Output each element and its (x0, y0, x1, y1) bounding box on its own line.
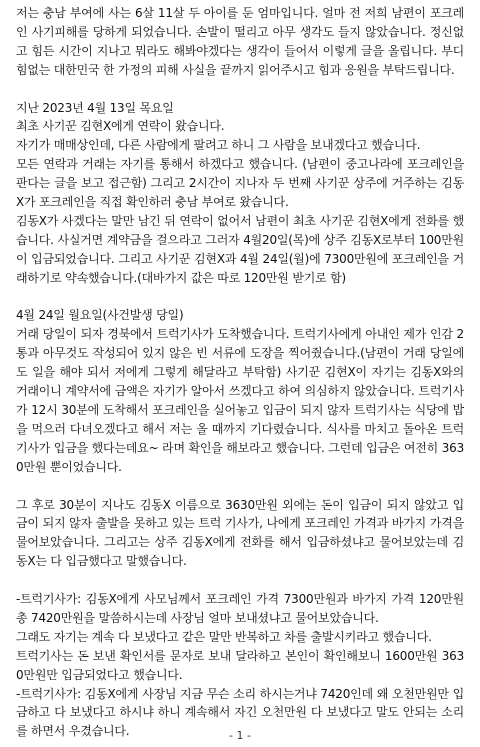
paragraph: 자기가 매매상인데, 다른 사람에게 팔려고 하니 그 사람을 보내겠다고 했습니다. (16, 138, 421, 153)
paragraph: 김동X가 사겠다는 말만 남긴 뒤 연락이 없어서 남편이 최초 사기꾼 김현X에게 전화를 했습니다. 사실거면 계약금을 걸으라고 그러자 4월20일(목)에 상주 김동X로부터 100만원이 입금되었습니다. 그리고 사기꾼 김현X과 4월 24일(월)에 7300만원에 포크레인을 거래하기로 약속했습니다.(대바가지 값은 따로 120만원 받기로 함) (16, 213, 464, 285)
paragraph: 그 후로 30분이 지나도 김동X 이름으로 3630만원 외에는 돈이 입금이 되지 않았고 입금이 되지 않자 출발을 못하고 있는 트럭 기사가, 나에게 포크레인 가격과 바가지 가격을 물어보았습니다. 그리고는 상주 김동X에게 전화를 해서 입금하셨냐고 물어보았는데 김동X는 다 입금했다고 말했습니다. (16, 497, 464, 569)
paragraph: -트럭기사가: 김동X에게 사장님 지금 무슨 소리 하시는거냐 7420인데 왜 오천만원만 입금하고 다 보냈다고 하시냐 하니 계속해서 자긴 오천만원 다 보냈다고 말도 안되는 소리를 하면서 우겼습니다. (16, 686, 464, 739)
paragraph: 최초 사기꾼 김현X에게 연락이 왔습니다. (16, 119, 225, 134)
page-number: - 1 - (229, 729, 251, 742)
blank-line (16, 80, 464, 99)
paragraph: 모든 연락과 거래는 자기를 통해서 하겠다고 했습니다. (남편이 중고나라에 포크레인을 판다는 글을 보고 접근함) 그리고 2시간이 지나자 두 번째 사기꾼 상주에 거주하는 김동X가 포크레인을 직접 확인하러 충남 부여로 왔습니다. (16, 157, 464, 210)
section-date-heading: 지난 2023년 4월 13일 목요일 (16, 100, 174, 115)
paragraph: -트럭기사가: 김동X에게 사모님께서 포크레인 가격 7300만원과 바가지 가격 120만원 총 7420만원을 말씀하시는데 사장님 얼마 보내셨냐고 물어보았습니다. (16, 592, 464, 625)
blank-line (16, 288, 464, 307)
paragraph: 그래도 자기는 계속 다 보냈다고 같은 말만 반복하고 차를 출발시키라고 했습니다. (16, 629, 432, 644)
paragraph: 트럭기사는 돈 보낸 확인서를 문자로 보내 달라하고 본인이 확인해보니 1600만원 3630만원만 입금되었다고 했습니다. (16, 648, 464, 682)
blank-line (16, 571, 464, 590)
blank-line (16, 477, 464, 496)
paragraph: 저는 충남 부여에 사는 6살 11살 두 아이를 둔 엄마입니다. 얼마 전 저희 남편이 포크레인 사기피해를 당하게 되었습니다. 손발이 떨리고 아무 생각도 들지 않았습니다. 정신없고 힘든 시간이 지나고 뭐라도 해봐야겠다는 생각이 들어서 이렇게 글을 올립니다. 부디 힘없는 대한민국 한 가정의 피해 사실을 끝까지 읽어주시고 힘과 응원을 부탁드립니다. (16, 6, 464, 77)
section-date-heading: 4월 24일 월요일(사건발생 당일) (16, 308, 184, 323)
paragraph: 거래 당일이 되자 경북에서 트럭기사가 도착했습니다. 트럭기사에게 아내인 제가 인감 2통과 아무것도 작성되어 있지 않은 빈 서류에 도장을 찍어줬습니다.(남편이 거래 당일에도 일을 해야 되서 저에게 그렇게 해달라고 부탁함) 사기꾼 김현X이 자기는 김동X와의 거래이니 계약서에 금액은 자기가 알아서 쓰겠다고 하여 의심하지 않았습니다. 트럭기사가 12시 30분에 도착해서 포크레인을 실어놓고 입금이 되지 않자 트럭기사는 식당에 밥을 먹으러 다녀오겠다고 해서 저는 올 때까지 기다렸습니다. 식사를 마치고 돌아온 트럭기사가 입금을 했다는데요~ 라며 확인을 해보라고 했습니다. 그런데 입금은 여전히 3630만원 뿐이었습니다. (16, 327, 464, 474)
